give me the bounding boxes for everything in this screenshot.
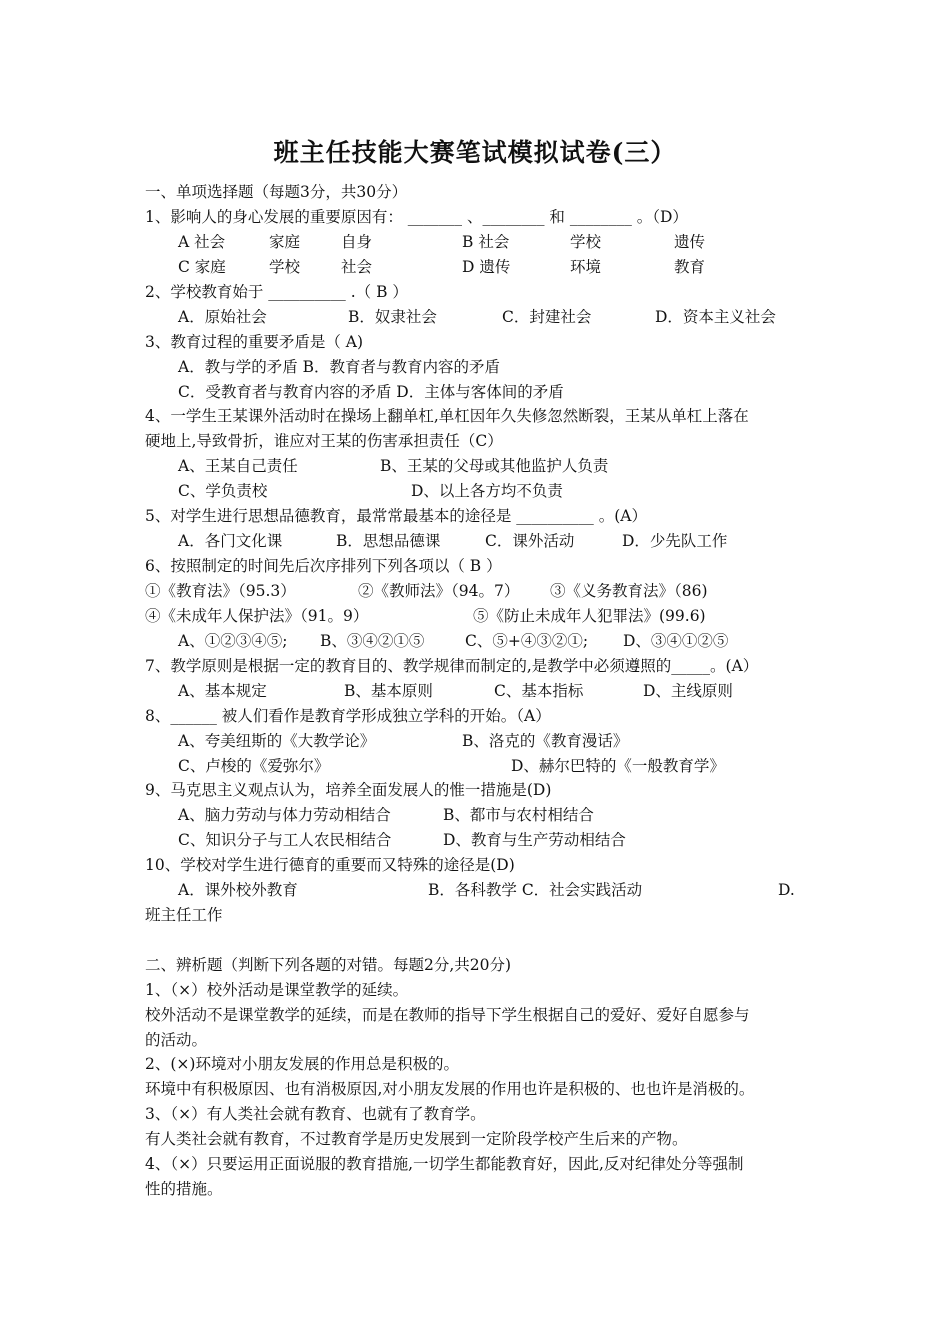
q6-item-3: ③《义务教育法》（86) (550, 582, 708, 600)
q8-stem: 8、______ 被人们看作是教育学形成独立学科的开始。（A） (145, 707, 551, 725)
q8-option-d: D、赫尔巴特的《一般教育学》 (511, 757, 725, 775)
q6-option-d: D、③④①②⑤ (623, 632, 729, 650)
q7-option-d: D、主线原则 (643, 682, 733, 700)
s2-q2: 2、(×)环境对小朋友发展的作用总是积极的。 (145, 1055, 459, 1073)
q2-stem: 2、学校教育始于 __________ .（ B ） (145, 283, 408, 301)
q2-option-a: A．原始社会 (178, 308, 267, 326)
q4-stem-line2: 硬地上,导致骨折，谁应对王某的伤害承担责任（C） (145, 432, 503, 450)
q10-option-d: D. (778, 881, 795, 899)
q9-option-a: A、脑力劳动与体力劳动相结合 (178, 806, 391, 824)
q5-option-d: D．少先队工作 (622, 532, 728, 550)
s2-q4-line1: 4、（×）只要运用正面说服的教育措施,一切学生都能教育好，因此,反对纪律处分等强制 (145, 1155, 744, 1173)
q4-option-a: A、王某自己责任 (178, 457, 298, 475)
q6-item-5: ⑤《防止未成年人犯罪法》(99.6) (473, 607, 706, 625)
q5-option-c: C．课外活动 (485, 532, 575, 550)
q7-option-b: B、基本原则 (344, 682, 433, 700)
s2-a1-line1: 校外活动不是课堂教学的延续，而是在教师的指导下学生根据自己的爱好、爱好自愿参与 (145, 1006, 750, 1024)
q6-stem: 6、按照制定的时间先后次序排列下列各项以（ B ） (145, 557, 502, 575)
q6-option-b: B、③④②①⑤ (320, 632, 425, 650)
q8-option-b: B、洛克的《教育漫话》 (462, 732, 629, 750)
q6-item-1: ①《教育法》（95.3） (145, 582, 296, 600)
q1-stem: 1、影响人的身心发展的重要原因有： _______ 、________ 和 ________ 。（D） (145, 208, 688, 226)
section2-heading: 二、辨析题（判断下列各题的对错。每题2分,共20分) (145, 956, 512, 974)
q6-option-a: A、①②③④⑤; (178, 632, 288, 650)
q4-option-d: D、以上各方均不负责 (411, 482, 563, 500)
q6-item-4: ④《未成年人保护法》（91。9） (145, 607, 369, 625)
q6-item-2: ②《教师法》（94。7） (358, 582, 520, 600)
q3-options-line2: C．受教育者与教育内容的矛盾 D．主体与客体间的矛盾 (178, 383, 564, 401)
q9-stem: 9、马克思主义观点认为，培养全面发展人的惟一措施是(D) (145, 781, 552, 799)
q5-option-b: B．思想品德课 (336, 532, 441, 550)
q5-option-a: A．各门文化课 (178, 532, 283, 550)
q5-stem: 5、对学生进行思想品德教育，最常常最基本的途径是 __________ 。(A） (145, 507, 647, 525)
s2-q3: 3、（×）有人类社会就有教育、也就有了教育学。 (145, 1105, 486, 1123)
q10-option-bc: B．各科教学 C．社会实践活动 (428, 881, 643, 899)
q3-options-line1: A．教与学的矛盾 B．教育者与教育内容的矛盾 (178, 358, 501, 376)
q9-option-b: B、都市与农村相结合 (443, 806, 594, 824)
s2-a3: 有人类社会就有教育，不过教育学是历史发展到一定阶段学校产生后来的产物。 (145, 1130, 688, 1148)
q10-option-a: A．课外校外教育 (178, 881, 298, 899)
page-title: 班主任技能大赛笔试模拟试卷(三） (273, 138, 677, 167)
section1-heading: 一、单项选择题（每题3分，共30分） (145, 183, 408, 201)
s2-q1: 1、（×）校外活动是课堂教学的延续。 (145, 981, 409, 999)
q9-option-d: D、教育与生产劳动相结合 (443, 831, 626, 849)
q7-option-a: A、基本规定 (178, 682, 267, 700)
s2-q4-line2: 性的措施。 (145, 1180, 223, 1198)
s2-a1-line2: 的活动。 (145, 1031, 208, 1049)
q4-option-b: B、王某的父母或其他监护人负责 (380, 457, 609, 475)
q2-option-b: B．奴隶社会 (348, 308, 437, 326)
q7-option-c: C、基本指标 (494, 682, 584, 700)
q8-option-c: C、卢梭的《爱弥尔》 (178, 757, 330, 775)
q2-option-d: D．资本主义社会 (655, 308, 776, 326)
q7-stem: 7、教学原则是根据一定的教育目的、教学规律而制定的,是教学中必须遵照的_____。(A） (145, 657, 759, 675)
q9-option-c: C、知识分子与工人农民相结合 (178, 831, 392, 849)
q3-stem: 3、教育过程的重要矛盾是（ A) (145, 333, 364, 351)
q10-option-d-continued: 班主任工作 (145, 906, 223, 924)
q4-stem-line1: 4、一学生王某课外活动时在操场上翻单杠,单杠因年久失修忽然断裂，王某从单杠上落在 (145, 407, 749, 425)
q10-stem: 10、学校对学生进行德育的重要而又特殊的途径是(D) (145, 856, 515, 874)
q4-option-c: C、学负责校 (178, 482, 268, 500)
q6-option-c: C、⑤+④③②①; (465, 632, 589, 650)
s2-a2: 环境中有积极原因、也有消极原因,对小朋友发展的作用也许是积极的、也也许是消极的。 (145, 1080, 755, 1098)
q2-option-c: C．封建社会 (502, 308, 592, 326)
q8-option-a: A、夸美纽斯的《大教学论》 (178, 732, 376, 750)
